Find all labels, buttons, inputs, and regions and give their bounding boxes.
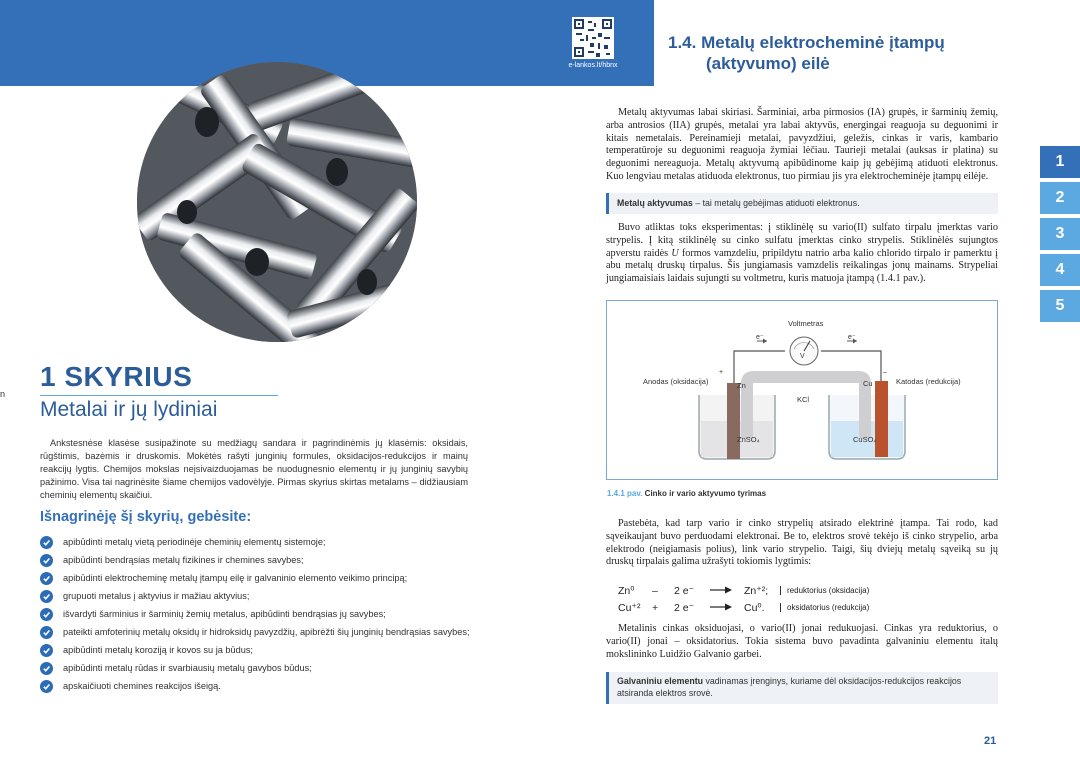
definition-box-2 (606, 672, 998, 704)
page-number: 21 (984, 735, 997, 747)
skills-list (40, 536, 470, 698)
skill-text: apibūdinti metalų vietą periodinėje cheminių elementų sistemoje; (63, 537, 326, 547)
arrow-icon (710, 585, 744, 597)
qr-code-icon[interactable] (572, 17, 614, 59)
check-icon (40, 572, 53, 585)
list-item (40, 626, 470, 639)
eq-op: – (652, 584, 658, 597)
chapter-tab-2[interactable]: 2 (1040, 182, 1080, 214)
qr-caption[interactable]: e-lankos.lt/hbnx (568, 62, 618, 69)
definition-box-1 (606, 193, 998, 214)
eq-right: Cu⁰. (744, 601, 765, 614)
eq-op: + (652, 601, 659, 614)
paragraph-3-text: Pastebėta, kad tarp vario ir cinko strypelių atsirado elektrinė įtampa. Tai rodo, kad sąveikaujant buvo perduodami elektronai. Be to, elektros srovė tekėjo iš cinko strypelio, arba elektrodo (neigiamasis polius), link vario strypelio. Taigi, šių dviejų metalų sąveiką su jų druskų tirpalais galima užrašyti tokiomis lygtimis: (606, 518, 998, 568)
equation-row (618, 599, 869, 616)
list-item (40, 644, 470, 657)
minus-sign: – (883, 369, 887, 376)
skill-text: apibūdinti metalų rūdas ir svarbiausių metalų gavybos būdus; (63, 663, 312, 673)
chapter-tab-3[interactable]: 3 (1040, 218, 1080, 250)
check-icon (40, 590, 53, 603)
eq-left: Cu⁺² (618, 601, 641, 614)
plus-sign: + (719, 369, 724, 376)
chapter-tabs (1040, 146, 1080, 326)
list-item (40, 572, 470, 585)
paragraph-4-text: Metalinis cinkas oksiduojasi, o vario(II) jonai redukuojasi. Cinkas yra reduktorius, o vario(II) jonai – oksidatorius. Tokia sistema buvo pavadinta galvaniniu elementu italų mokslininko Luidžio Galvanio garbei. (606, 623, 998, 660)
section-number: 1.4. (668, 33, 697, 52)
list-item (40, 662, 470, 675)
chapter-rule (40, 395, 278, 396)
chapter-tab-4[interactable]: 4 (1040, 254, 1080, 286)
skill-text: apibūdinti bendrąsias metalų fizikines ir chemines savybes; (63, 555, 304, 565)
definition-term: Galvaniniu elementu (617, 676, 704, 686)
anode-label: Anodas (oksidacija) (643, 377, 709, 386)
check-icon (40, 644, 53, 657)
skill-text: apibūdinti elektrocheminę metalų įtampų eilę ir galvaninio elemento veikimo principą; (63, 573, 408, 583)
eq-note: reduktorius (oksidacija) (780, 586, 869, 595)
definition-term: Metalų aktyvumas (617, 198, 693, 208)
equations (618, 582, 869, 616)
electron-left: e⁻ (756, 334, 764, 341)
kcl-label: KCl (797, 395, 810, 404)
paragraph-4 (606, 623, 998, 661)
cathode-label: Katodas (redukcija) (896, 377, 961, 386)
eq-electrons: 2 e⁻ (674, 601, 695, 614)
chapter-tab-5[interactable]: 5 (1040, 290, 1080, 322)
zinc-label: Zn (737, 381, 746, 390)
list-item (40, 536, 470, 549)
voltmeter-label: Voltmetras (788, 319, 824, 328)
definition-text: – tai metalų gebėjimas atiduoti elektronus. (692, 198, 860, 208)
list-item (40, 680, 470, 693)
chapter-intro-text: Ankstesnėse klasėse susipažinote su medžiagų sandara ir pagrindinėmis jų klasėmis: oksidais, rūgštimis, bazėmis ir druskomis. Mokėtės rašyti junginių formules, oksidacijos-redukcijos ir mainų reakcijų lygtis. Chemijos mokslas neįsivaizduojamas be nuodugnesnio elementų ir jų junginių savybių pažinimo. Visa tai nagrinėsite šiame chemijos vadovėlyje. Pirmas skyrius skirtas metalams – didžiausiam cheminių elementų skaičiui. (40, 438, 468, 500)
voltmeter-v: V (800, 353, 805, 360)
figure-caption-text: Cinko ir vario aktyvumo tyrimas (644, 489, 767, 498)
paragraph-2-text-b: formos vamzdeliu, pripildytu natrio arba kalio chlorido tirpalo ir pamerktu į abu metalų druskų tirpalus. Šis jungiamasis vamzdelis reikalingas jonų mainams. Strypeliai jungiamaisiais laidais sujungti su voltmetru, kuris matuoja įtampą (1.4.1 pav.). (606, 247, 998, 285)
skill-text: grupuoti metalus į aktyvius ir mažiau aktyvius; (63, 591, 250, 601)
eq-note: oksidatorius (redukcija) (780, 603, 869, 612)
page-edge-fragment: n (0, 389, 6, 399)
section-title (668, 32, 945, 74)
skills-heading: Išnagrinėję šį skyrių, gebėsite: (40, 509, 252, 525)
check-icon (40, 680, 53, 693)
section-title-line1: Metalų elektrocheminė įtampų (701, 33, 945, 52)
check-icon (40, 536, 53, 549)
paragraph-2-text-a: Buvo atliktas toks eksperimentas: į stiklinėlę su vario(II) sulfato tirpalu įmerktas vario strypelis. Į kitą stiklinėlę su cinko sulfatu įmerktas cinko strypelis. Stiklinėlės sujungtos apverstu raidės (606, 222, 998, 259)
paragraph-2 (606, 222, 998, 286)
paragraph-2-u: U (671, 247, 679, 259)
list-item (40, 554, 470, 567)
copper-label: Cu (863, 379, 873, 388)
electron-right: e⁻ (848, 334, 856, 341)
list-item (40, 590, 470, 603)
metal-tubes-photo (137, 62, 417, 342)
galvanic-cell-figure (606, 300, 998, 480)
paragraph-1-text: Metalų aktyvumas labai skiriasi. Šarminiai, arba pirmosios (IA) grupės, ir šarminių žemių, arba antrosios (IIA) grupės, metalai yra labai aktyvūs, energingai reaguoja su deguonimi ir kitais nemetalais. Pereinamieji metalai, pavyzdžiui, geležis, cinkas ir varis, kambario temperatūroje su deguonimi reaguoja žymiai lėčiau. Taurieji metalai (auksas ir platina) su deguonimi nereaguoja. Metalų aktyvumą apibūdinome kaip jų gebėjimą atiduoti elektronus. Kuo lengviau metalas atiduoda elektronus, tuo pirmiau jis yra elektrocheminėje įtampų eilėje. (606, 107, 998, 182)
eq-right: Zn⁺²; (744, 584, 769, 597)
definition-text: vadinamas įrenginys, kuriame dėl oksidacijos-redukcijos reakcijos atsiranda elektros srovė. (617, 676, 962, 698)
eq-left: Zn⁰ (618, 584, 635, 597)
check-icon (40, 662, 53, 675)
eq-electrons: 2 e⁻ (674, 584, 695, 597)
check-icon (40, 626, 53, 639)
chapter-number: 1 SKYRIUS (40, 361, 193, 392)
chapter-intro (40, 437, 468, 502)
chapter-title: Metalai ir jų lydiniai (40, 398, 218, 421)
skill-text: pateikti amfoterinių metalų oksidų ir hidroksidų pavyzdžių, apibrėžti šių junginių bendrąsias savybes; (63, 627, 470, 637)
cuso4-label: CuSO₄ (853, 435, 877, 444)
check-icon (40, 608, 53, 621)
figure-caption (607, 489, 766, 498)
znso4-label: ZnSO₄ (737, 435, 760, 444)
chapter-tab-1[interactable]: 1 (1040, 146, 1080, 178)
skill-text: apskaičiuoti chemines reakcijos išeigą. (63, 681, 221, 691)
arrow-icon (710, 602, 744, 614)
figure-caption-number: 1.4.1 pav. (607, 489, 643, 498)
check-icon (40, 554, 53, 567)
paragraph-1 (606, 107, 998, 184)
list-item (40, 608, 470, 621)
equation-row (618, 582, 869, 599)
skill-text: apibūdinti metalų koroziją ir kovos su ja būdus; (63, 645, 253, 655)
skill-text: išvardyti šarminius ir šarminių žemių metalus, apibūdinti bendrąsias jų savybes; (63, 609, 386, 619)
section-title-line2: (aktyvumo) eilė (706, 54, 830, 73)
paragraph-3 (606, 518, 998, 569)
